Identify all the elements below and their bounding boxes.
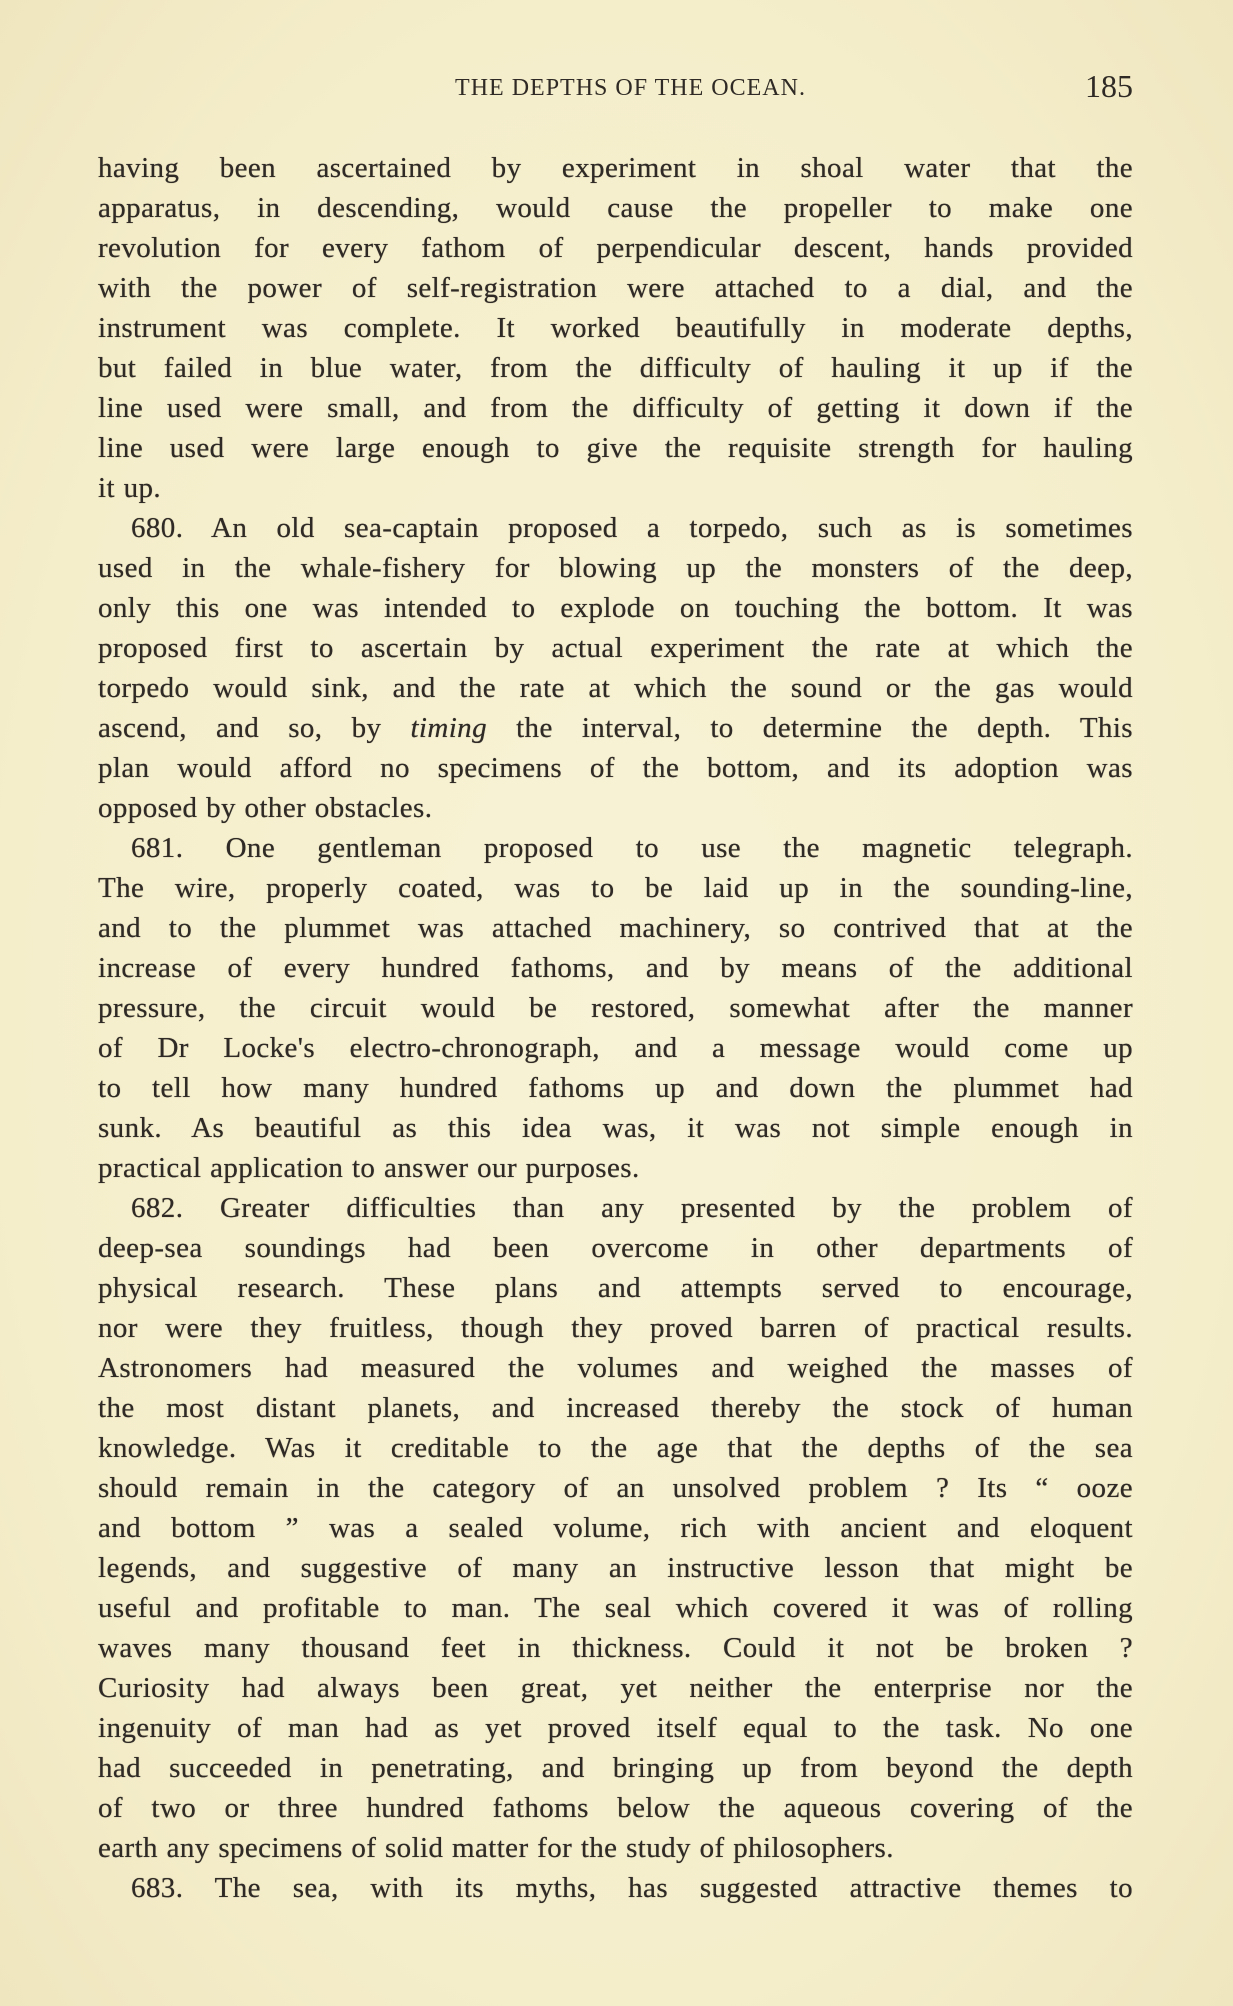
text-line: with the power of self-registration were attached to a dial, and the xyxy=(98,272,1133,304)
text-line: practical application to answer our purposes. xyxy=(98,1152,640,1184)
text-line: having been ascertained by experiment in shoal water that the xyxy=(98,152,1133,184)
text-line: waves many thousand feet in thickness. Could it not be broken ? xyxy=(98,1632,1133,1664)
paragraph-start-line: 682. Greater difficulties than any presented by the problem of xyxy=(131,1192,1133,1224)
running-head xyxy=(98,68,1133,108)
text-line: deep-sea soundings had been overcome in other departments of xyxy=(98,1232,1133,1264)
text-line: Curiosity had always been great, yet neither the enterprise nor the xyxy=(98,1672,1133,1704)
text-line: sunk. As beautiful as this idea was, it was not simple enough in xyxy=(98,1112,1133,1144)
text-line: but failed in blue water, from the difficulty of hauling it up if the xyxy=(98,352,1133,384)
italic-word: timing xyxy=(410,712,487,744)
text-line: and to the plummet was attached machinery, so contrived that at the xyxy=(98,912,1133,944)
text-line: the most distant planets, and increased thereby the stock of human xyxy=(98,1392,1133,1424)
text-line: should remain in the category of an unsolved problem ? Its “ ooze xyxy=(98,1472,1133,1504)
text-line: earth any specimens of solid matter for the study of philosophers. xyxy=(98,1832,894,1864)
text-segment: ascend, and so, by xyxy=(98,712,411,744)
text-line: and bottom ” was a sealed volume, rich with ancient and eloquent xyxy=(98,1512,1133,1544)
text-line: plan would afford no specimens of the bottom, and its adoption was xyxy=(98,752,1133,784)
paragraph-start-line: 680. An old sea-captain proposed a torpedo, such as is sometimes xyxy=(131,512,1133,544)
page-number: 185 xyxy=(1085,68,1133,104)
text-segment: the interval, to determine the depth. This xyxy=(486,712,1133,744)
text-line: increase of every hundred fathoms, and by means of the additional xyxy=(98,952,1133,984)
text-line: line used were small, and from the difficulty of getting it down if the xyxy=(98,392,1133,424)
paragraph-start-line: 681. One gentleman proposed to use the magnetic telegraph. xyxy=(131,832,1133,864)
text-line: The wire, properly coated, was to be laid up in the sounding-line, xyxy=(98,872,1133,904)
running-head-title: THE DEPTHS OF THE OCEAN. xyxy=(455,75,806,101)
text-line: opposed by other obstacles. xyxy=(98,792,433,824)
text-line: it up. xyxy=(98,472,162,504)
text-line: nor were they fruitless, though they proved barren of practical results. xyxy=(98,1312,1133,1344)
text-line: pressure, the circuit would be restored, somewhat after the manner xyxy=(98,992,1133,1024)
text-line: of two or three hundred fathoms below the aqueous covering of the xyxy=(98,1792,1133,1824)
text-line: of Dr Locke's electro-chronograph, and a message would come up xyxy=(98,1032,1133,1064)
text-line: apparatus, in descending, would cause the propeller to make one xyxy=(98,192,1133,224)
text-line: to tell how many hundred fathoms up and down the plummet had xyxy=(98,1072,1133,1104)
text-line: instrument was complete. It worked beautifully in moderate depths, xyxy=(98,312,1133,344)
text-line xyxy=(98,708,1133,748)
text-line: used in the whale-fishery for blowing up the monsters of the deep, xyxy=(98,552,1133,584)
text-line: ingenuity of man had as yet proved itself equal to the task. No one xyxy=(98,1712,1133,1744)
text-line: proposed first to ascertain by actual experiment the rate at which the xyxy=(98,632,1133,664)
text-line: Astronomers had measured the volumes and weighed the masses of xyxy=(98,1352,1133,1384)
text-line: only this one was intended to explode on touching the bottom. It was xyxy=(98,592,1133,624)
text-line: revolution for every fathom of perpendicular descent, hands provided xyxy=(98,232,1133,264)
paragraph-start-line: 683. The sea, with its myths, has suggested attractive themes to xyxy=(131,1872,1133,1904)
body-text xyxy=(98,148,1133,1908)
text-line: had succeeded in penetrating, and bringing up from beyond the depth xyxy=(98,1752,1133,1784)
text-line: knowledge. Was it creditable to the age that the depths of the sea xyxy=(98,1432,1133,1464)
text-line: useful and profitable to man. The seal which covered it was of rolling xyxy=(98,1592,1133,1624)
text-line: legends, and suggestive of many an instructive lesson that might be xyxy=(98,1552,1133,1584)
text-line: line used were large enough to give the requisite strength for hauling xyxy=(98,432,1133,464)
text-line: physical research. These plans and attempts served to encourage, xyxy=(98,1272,1133,1304)
text-line: torpedo would sink, and the rate at which the sound or the gas would xyxy=(98,672,1133,704)
